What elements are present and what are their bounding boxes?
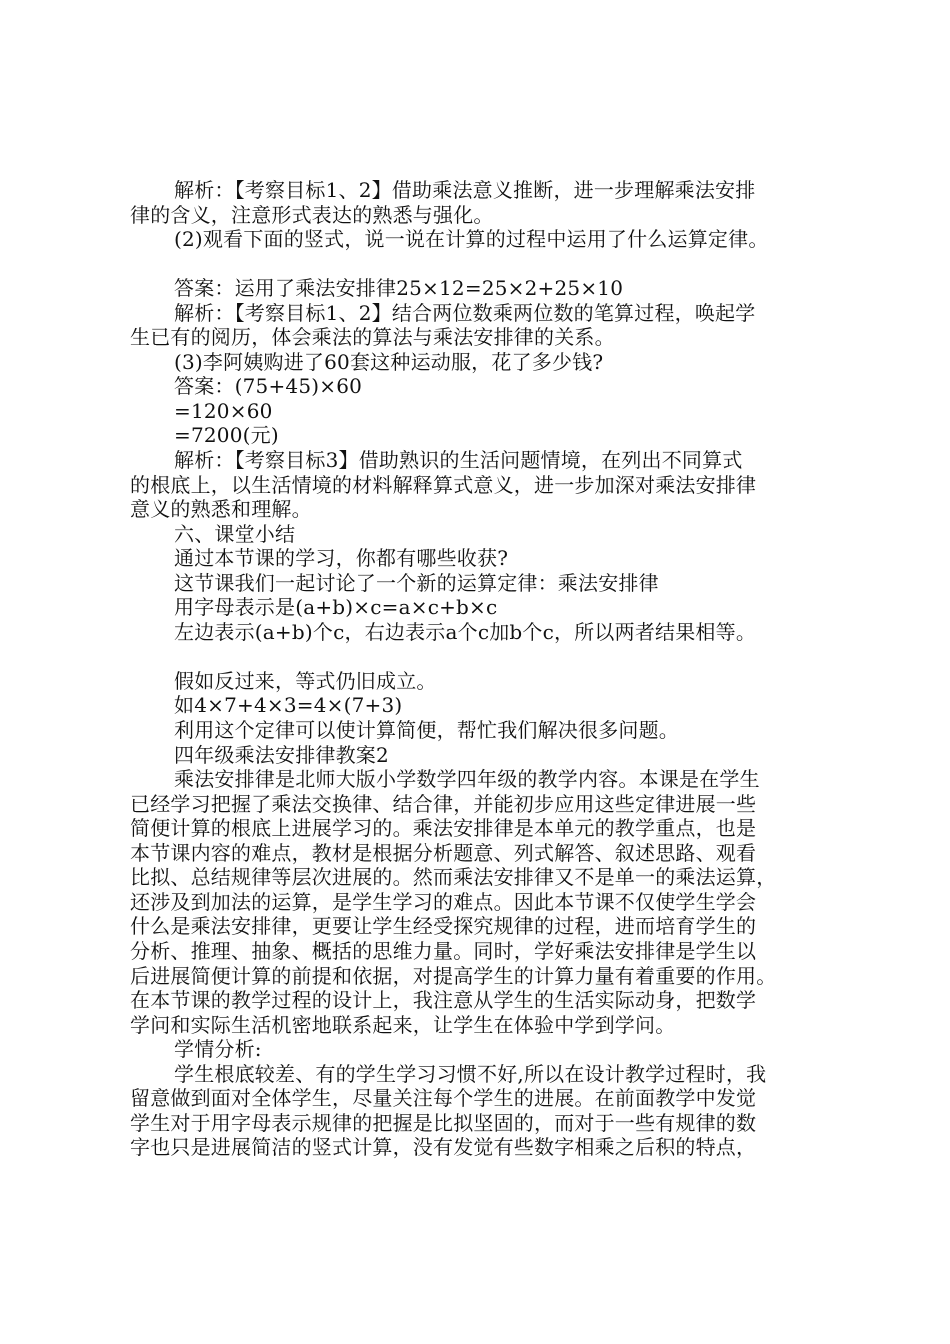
section-heading: 六、课堂小结 [174,521,296,546]
paragraph-line: 答案：(75+45)×60 [174,374,363,399]
paragraph-line: 如4×7+4×3=4×(7+3) [174,693,403,718]
paragraph-line: 生已有的阅历，体会乘法的算法与乘法安排律的关系。 [130,325,615,350]
paragraph-line: 学生对于用字母表示规律的把握是比拟坚固的，而对于一些有规律的数 [130,1110,757,1135]
paragraph-line: 留意做到面对全体学生，尽量关注每个学生的进展。在前面教学中发觉 [130,1086,757,1111]
paragraph-line: 后进展简便计算的前提和依据，对提高学生的计算力量有着重要的作用。 [130,963,777,988]
paragraph-line: 学生根底较差、有的学生学习习惯不好,所以在设计教学过程时，我 [174,1061,767,1086]
paragraph-line: 解析：【考察目标1、2】结合两位数乘两位数的笔算过程，唤起学 [174,300,756,325]
paragraph-line: 本节课内容的难点，教材是根据分析题意、列式解答、叙述思路、观看 [130,840,757,865]
paragraph-line: 假如反过来，等式仍旧成立。 [174,668,437,693]
paragraph-line: 利用这个定律可以使计算简便，帮忙我们解决很多问题。 [174,718,679,743]
paragraph-line: 的根底上，以生活情境的材料解释算式意义，进一步加深对乘法安排律 [130,472,757,497]
paragraph-line: 解析：【考察目标1、2】借助乘法意义推断，进一步理解乘法安排 [174,178,756,202]
paragraph-line: 在本节课的教学过程的设计上，我注意从学生的生活实际动身，把数学 [130,988,757,1013]
paragraph-line: 还涉及到加法的运算，是学生学习的难点。因此本节课不仅使学生学会 [130,889,757,914]
paragraph-line: 比拟、总结规律等层次进展的。然而乘法安排律又不是单一的乘法运算， [130,865,777,890]
paragraph-line: 左边表示(a+b)个c，右边表示a个c加b个c，所以两者结果相等。 [174,619,757,644]
section-heading: 四年级乘法安排律教案2 [174,742,389,767]
paragraph-line: 通过本节课的学习，你都有哪些收获? [174,546,509,571]
paragraph-line: =120×60 [174,398,273,423]
section-heading: 学情分析: [174,1037,262,1062]
paragraph-line: 字也只是进展简洁的竖式计算，没有发觉有些数字相乘之后积的特点， [130,1135,757,1160]
paragraph-line: 已经学习把握了乘法交换律、结合律，并能初步应用这些定律进展一些 [130,791,757,816]
paragraph-line: (2)观看下面的竖式，说一说在计算的过程中运用了什么运算定律。 [174,227,769,252]
paragraph-line: 意义的熟悉和理解。 [130,497,312,522]
paragraph-line: 什么是乘法安排律，更要让学生经受探究规律的过程，进而培育学生的 [130,914,757,939]
paragraph-line: 简便计算的根底上进展学习的。乘法安排律是本单元的教学重点，也是 [130,816,757,841]
paragraph-line: 律的含义，注意形式表达的熟悉与强化。 [130,202,494,227]
paragraph-line: 学问和实际生活机密地联系起来，让学生在体验中学到学问。 [130,1012,676,1037]
paragraph-line: (3)李阿姨购进了60套这种运动服，花了多少钱? [174,349,604,374]
blank-line [130,252,850,277]
paragraph-line: 这节课我们一起讨论了一个新的运算定律：乘法安排律 [174,570,659,595]
document-body [130,178,850,1160]
paragraph-line: 乘法安排律是北师大版小学数学四年级的教学内容。本课是在学生 [174,767,760,792]
paragraph-line: =7200(元) [174,423,279,448]
paragraph-line: 用字母表示是(a+b)×c=a×c+b×c [174,595,498,620]
paragraph-line: 分析、推理、抽象、概括的思维力量。同时，学好乘法安排律是学生以 [130,938,757,963]
paragraph-line: 答案：运用了乘法安排律25×12=25×2+25×10 [174,276,624,301]
paragraph-line: 解析：【考察目标3】借助熟识的生活问题情境，在列出不同算式 [174,448,743,473]
blank-line [130,644,850,669]
